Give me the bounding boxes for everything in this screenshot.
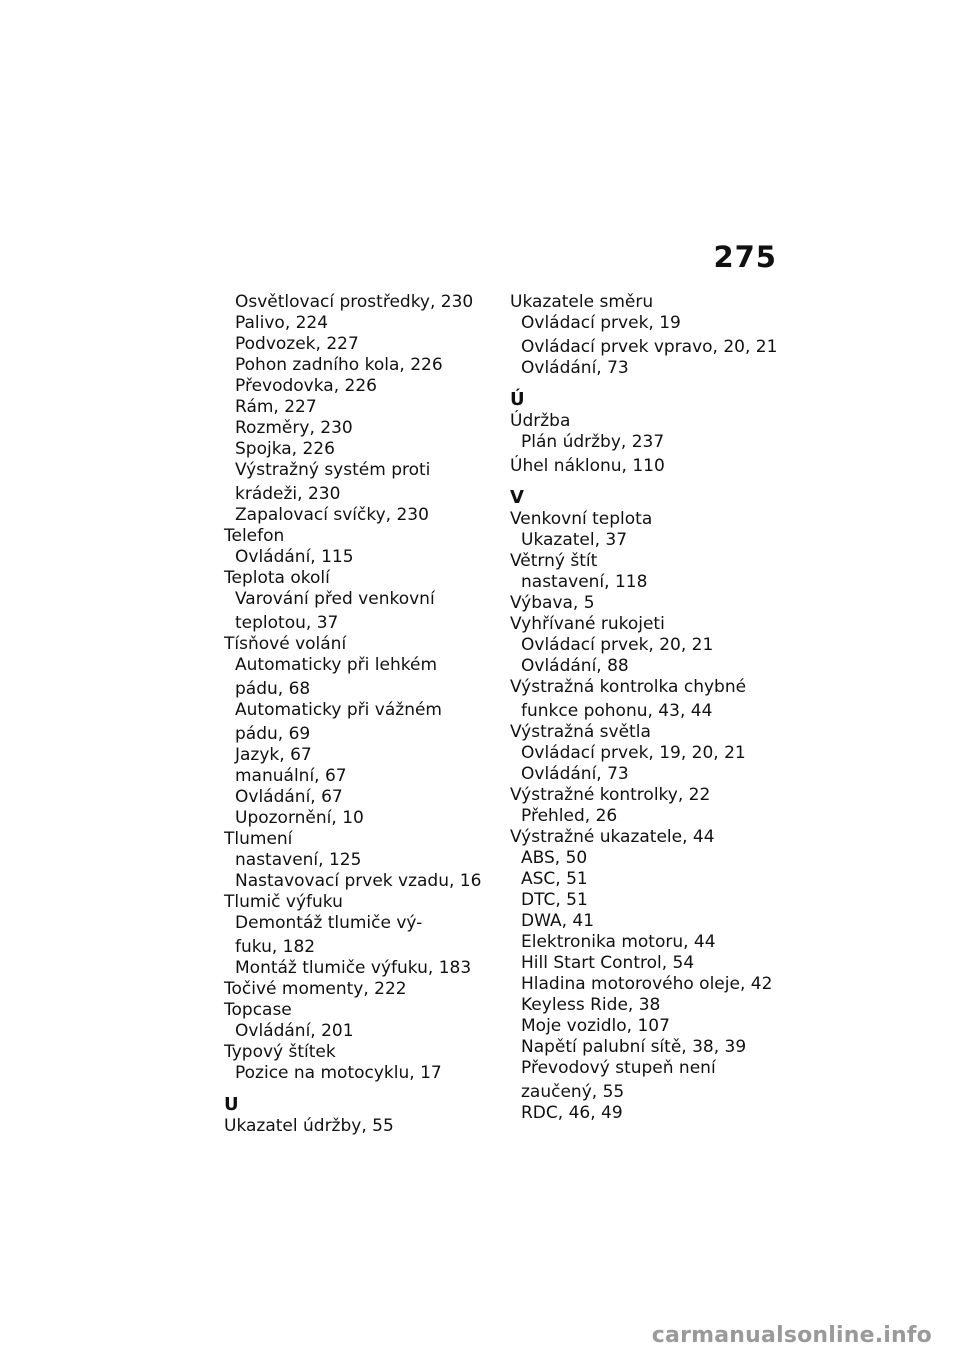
- index-subentry: Ovládání, 201: [235, 1021, 354, 1041]
- index-subentry: zaučený, 55: [521, 1082, 625, 1102]
- index-subentry: Moje vozidlo, 107: [521, 1016, 670, 1036]
- index-entry: Topcase: [224, 1000, 292, 1020]
- index-subentry: Upozornění, 10: [235, 808, 364, 828]
- index-entry: Větrný štít: [510, 551, 598, 571]
- index-subentry: Ovládací prvek, 19: [521, 313, 681, 333]
- index-subentry: RDC, 46, 49: [521, 1103, 623, 1123]
- index-subentry: Ovládání, 73: [521, 358, 629, 378]
- index-subentry: DTC, 51: [521, 890, 588, 910]
- index-subentry: pádu, 69: [235, 724, 311, 744]
- index-entry: Točivé momenty, 222: [224, 979, 407, 999]
- index-subentry: Ovládání, 67: [235, 787, 343, 807]
- index-entry: Výstražné ukazatele, 44: [510, 827, 715, 847]
- index-subentry: Montáž tlumiče výfuku, 183: [235, 958, 472, 978]
- index-subentry: Nastavovací prvek vzadu, 16: [235, 871, 482, 891]
- index-subentry: Napětí palubní sítě, 38, 39: [521, 1037, 747, 1057]
- index-entry: Výstražná světla: [510, 722, 651, 742]
- index-subentry: Ovládací prvek vpravo, 20, 21: [521, 337, 778, 357]
- index-letter-heading: Ú: [510, 389, 525, 410]
- index-entry: Výbava, 5: [510, 593, 595, 613]
- index-subentry: Ukazatel, 37: [521, 530, 628, 550]
- index-entry: Údržba: [510, 411, 571, 431]
- index-subentry: nastavení, 118: [521, 572, 648, 592]
- index-subentry: Pozice na motocyklu, 17: [235, 1063, 442, 1083]
- index-subentry: Ovládací prvek, 20, 21: [521, 635, 714, 655]
- index-entry: Ukazatel údržby, 55: [224, 1116, 394, 1136]
- index-letter-heading: U: [224, 1094, 239, 1115]
- index-subentry: teplotou, 37: [235, 613, 339, 633]
- index-entry: Tlumič výfuku: [224, 892, 343, 912]
- index-subentry: Pohon zadního kola, 226: [235, 355, 443, 375]
- index-subentry: Keyless Ride, 38: [521, 995, 661, 1015]
- index-subentry: Spojka, 226: [235, 439, 335, 459]
- index-subentry: nastavení, 125: [235, 850, 362, 870]
- index-subentry: Palivo, 224: [235, 313, 329, 333]
- index-subentry: Varování před venkovní: [235, 589, 435, 609]
- watermark: carmanualsonline.info: [651, 1323, 932, 1348]
- index-entry: Výstražné kontrolky, 22: [510, 785, 711, 805]
- index-subentry: fuku, 182: [235, 937, 316, 957]
- index-subentry: Ovládací prvek, 19, 20, 21: [521, 743, 746, 763]
- index-entry: Výstražná kontrolka chybné: [510, 677, 747, 697]
- index-subentry: Automaticky při vážném: [235, 700, 442, 720]
- index-subentry: funkce pohonu, 43, 44: [521, 701, 713, 721]
- index-subentry: Přehled, 26: [521, 806, 618, 826]
- index-subentry: Jazyk, 67: [235, 745, 312, 765]
- index-subentry: ABS, 50: [521, 848, 588, 868]
- index-column-left: [224, 292, 494, 1137]
- index-subentry: Převodovka, 226: [235, 376, 377, 396]
- index-subentry: DWA, 41: [521, 911, 595, 931]
- index-subentry: Plán údržby, 237: [521, 432, 665, 452]
- index-subentry: Výstražný systém proti: [235, 460, 431, 480]
- index-subentry: ASC, 51: [521, 869, 588, 889]
- index-entry: Tísňové volání: [224, 634, 347, 654]
- index-subentry: Podvozek, 227: [235, 334, 359, 354]
- index-subentry: Ovládání, 73: [521, 764, 629, 784]
- index-entry: Teplota okolí: [224, 568, 330, 588]
- index-subentry: pádu, 68: [235, 679, 311, 699]
- index-subentry: Osvětlovací prostředky, 230: [235, 292, 474, 312]
- index-letter-heading: V: [510, 487, 524, 508]
- index-subentry: krádeži, 230: [235, 484, 341, 504]
- index-entry: Ukazatele směru: [510, 292, 654, 312]
- index-subentry: Ovládání, 88: [521, 656, 629, 676]
- index-subentry: Rám, 227: [235, 397, 317, 417]
- index-subentry: Elektronika motoru, 44: [521, 932, 716, 952]
- index-column-right: [510, 292, 780, 1124]
- index-subentry: Hladina motorového oleje, 42: [521, 974, 773, 994]
- index-entry: Tlumení: [224, 829, 293, 849]
- index-subentry: Převodový stupeň není: [521, 1058, 716, 1078]
- index-subentry: Zapalovací svíčky, 230: [235, 505, 429, 525]
- index-subentry: Automaticky při lehkém: [235, 655, 438, 675]
- index-subentry: manuální, 67: [235, 766, 347, 786]
- index-subentry: Demontáž tlumiče vý-: [235, 913, 423, 933]
- index-entry: Úhel náklonu, 110: [510, 456, 665, 476]
- index-entry: Vyhřívané rukojeti: [510, 614, 665, 634]
- index-entry: Typový štítek: [224, 1042, 336, 1062]
- index-subentry: Rozměry, 230: [235, 418, 353, 438]
- index-entry: Telefon: [224, 526, 285, 546]
- index-entry: Venkovní teplota: [510, 509, 653, 529]
- index-subentry: Hill Start Control, 54: [521, 953, 695, 973]
- page-number: 275: [713, 240, 777, 274]
- index-subentry: Ovládání, 115: [235, 547, 354, 567]
